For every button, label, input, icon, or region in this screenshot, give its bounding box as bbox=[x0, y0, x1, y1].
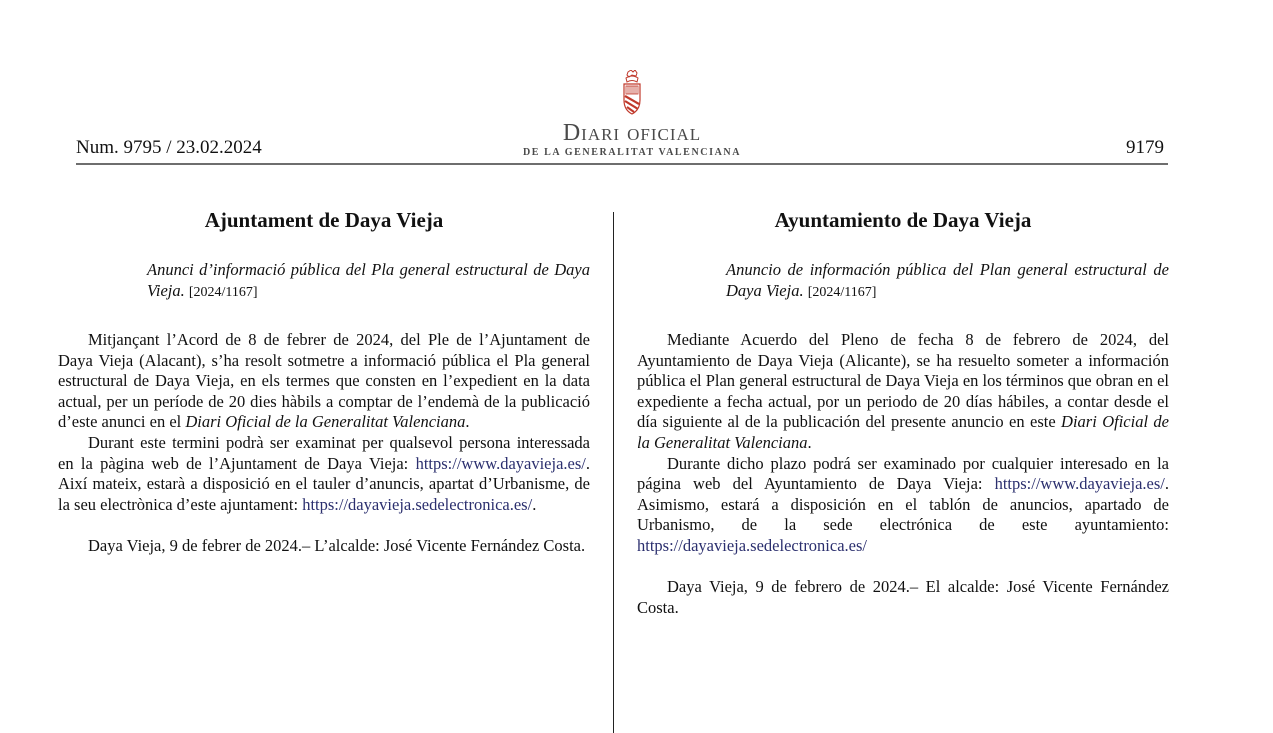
announcement-reference: [2024/1167] bbox=[807, 285, 877, 300]
header-rule bbox=[76, 163, 1168, 165]
paragraph-text: . Asimismo, estará a disposición en el tablón de anuncios, apartado de Urbanismo, de la sede electrónica de este ayuntamiento: bbox=[637, 474, 1169, 535]
paragraph-text: . bbox=[465, 412, 470, 432]
body-paragraph bbox=[58, 433, 590, 515]
entity-heading: Ayuntamiento de Daya Vieja bbox=[774, 208, 1032, 232]
announcement-title-text: Anunci d’informació pública del Pla general estructural de Daya Vieja. bbox=[147, 260, 590, 300]
issue-number-date: Num. 9795 / 23.02.2024 bbox=[76, 137, 262, 158]
valencian-column bbox=[58, 205, 590, 557]
entity-heading: Ajuntament de Daya Vieja bbox=[204, 208, 444, 232]
website-link[interactable]: https://www.dayavieja.es/ bbox=[415, 453, 586, 473]
masthead bbox=[496, 70, 768, 159]
announcement-reference: [2024/1167] bbox=[188, 285, 258, 300]
body-paragraph bbox=[637, 330, 1169, 454]
column-divider bbox=[613, 212, 614, 733]
journal-name: Diari Oficial de la Generalitat Valenciana bbox=[185, 412, 466, 432]
page-number: 9179 bbox=[1126, 137, 1164, 158]
body-paragraph bbox=[58, 330, 590, 433]
generalitat-emblem-icon bbox=[620, 70, 644, 118]
website-link[interactable]: https://www.dayavieja.es/ bbox=[994, 474, 1165, 494]
paragraph-text: Durant este termini podrà ser examinat per qualsevol persona interessada en la pàgina web de l’Ajuntament de Daya Vieja: bbox=[58, 432, 590, 473]
announcement-title-text: Anuncio de información pública del Plan general estructural de Daya Vieja. bbox=[726, 260, 1169, 300]
paragraph-text: Durante dicho plazo podrá ser examinado por cualquier interesado en la página web del Ayuntamiento de Daya Vieja: bbox=[637, 453, 1169, 494]
paragraph-text: . bbox=[532, 494, 537, 514]
paragraph-text: Mediante Acuerdo del Pleno de fecha 8 de febrero de 2024, del Ayuntamiento de Daya Vieja (Alicante), se ha resuelto someter a información pública el Plan general estructural de Daya Vieja en los términos que obran en el expediente a fecha actual, por un periodo de 20 días hábiles, a contar desde el día siguiente al de la publicación del presente anuncio en este bbox=[637, 330, 1170, 432]
announcement-body bbox=[637, 330, 1169, 618]
signature: Daya Vieja, 9 de febrero de 2024.– El alcalde: José Vicente Fernández Costa. bbox=[637, 577, 1169, 617]
journal-name: Diari Oficial de la Generalitat Valenciana bbox=[637, 412, 1169, 452]
e-office-link[interactable]: https://dayavieja.sedelectronica.es/ bbox=[637, 535, 867, 555]
e-office-link[interactable]: https://dayavieja.sedelectronica.es/ bbox=[302, 494, 533, 514]
spanish-column bbox=[637, 205, 1169, 618]
announcement-body bbox=[58, 330, 590, 557]
masthead-title: Diari oficial bbox=[562, 120, 702, 146]
announcement-title bbox=[726, 259, 1169, 303]
page-header bbox=[76, 0, 1168, 166]
paragraph-text: . Així mateix, estarà a disposició en el tauler d’anuncis, apartat d’Urbanisme, de la seu electrònica d’este ajuntament: bbox=[58, 453, 590, 514]
announcement-title bbox=[147, 259, 590, 303]
paragraph-text: Mitjançant l’Acord de 8 de febrer de 2024, del Ple de l’Ajuntament de Daya Vieja (Alacant), s’ha resolt sotmetre a informació pública el Pla general estructural de Daya Vieja, en els termes que consten en l’expedient en la data actual, per un període de 20 dies hàbils a comptar de l’endemà de la publicació d’este anunci en el bbox=[58, 330, 590, 432]
body-paragraph bbox=[637, 454, 1169, 557]
paragraph-text: . bbox=[807, 432, 812, 452]
masthead-subtitle: DE LA GENERALITAT VALENCIANA bbox=[522, 147, 742, 158]
signature: Daya Vieja, 9 de febrer de 2024.– L’alcalde: José Vicente Fernández Costa. bbox=[88, 535, 586, 555]
